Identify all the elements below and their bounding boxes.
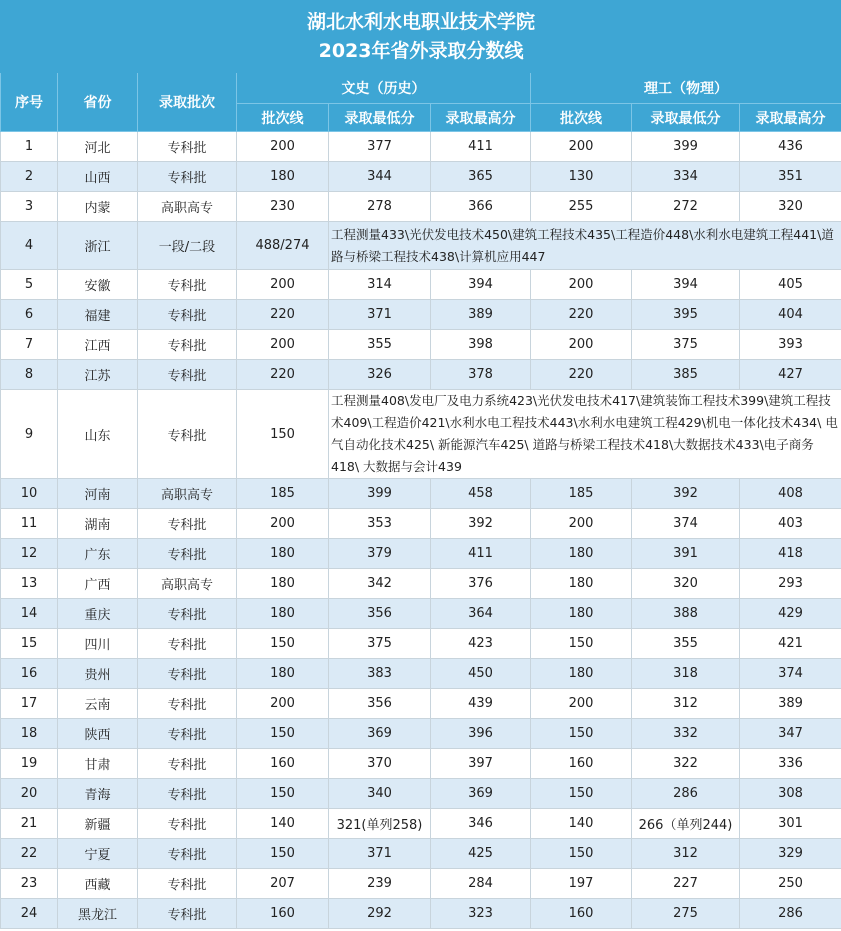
row-seq: 8 <box>1 360 58 390</box>
row-province: 江苏 <box>58 360 138 390</box>
row-liberal-max: 396 <box>431 719 531 749</box>
row-liberal-max: 346 <box>431 809 531 839</box>
row-batch: 专科批 <box>138 300 237 330</box>
row-science-max: 436 <box>740 132 841 162</box>
row-science-min: 312 <box>632 689 740 719</box>
table-row <box>1 509 841 539</box>
row-science-max: 374 <box>740 659 841 689</box>
header-row-1 <box>1 73 841 104</box>
row-liberal-max: 398 <box>431 330 531 360</box>
row-liberal-min: 278 <box>329 192 431 222</box>
row-province: 新疆 <box>58 809 138 839</box>
row-science-min: 395 <box>632 300 740 330</box>
header-science-line: 批次线 <box>531 104 632 132</box>
row-science-min: 227 <box>632 869 740 899</box>
row-liberal-line: 180 <box>237 599 329 629</box>
table-row <box>1 689 841 719</box>
row-seq: 22 <box>1 839 58 869</box>
row-liberal-min: 292 <box>329 899 431 929</box>
row-seq: 18 <box>1 719 58 749</box>
row-province: 内蒙 <box>58 192 138 222</box>
row-science-max: 301 <box>740 809 841 839</box>
row-liberal-max: 411 <box>431 132 531 162</box>
row-batch: 专科批 <box>138 270 237 300</box>
row-liberal-line: 180 <box>237 569 329 599</box>
row-seq: 5 <box>1 270 58 300</box>
row-seq: 19 <box>1 749 58 779</box>
row-science-min: 374 <box>632 509 740 539</box>
row-liberal-max: 450 <box>431 659 531 689</box>
row-liberal-max: 378 <box>431 360 531 390</box>
row-liberal-line: 220 <box>237 300 329 330</box>
row-liberal-min: 356 <box>329 599 431 629</box>
row-science-line: 200 <box>531 330 632 360</box>
row-batch: 专科批 <box>138 839 237 869</box>
row-liberal-line: 200 <box>237 509 329 539</box>
row-province: 重庆 <box>58 599 138 629</box>
row-science-max: 351 <box>740 162 841 192</box>
row-liberal-min: 371 <box>329 300 431 330</box>
row-liberal-min: 383 <box>329 659 431 689</box>
row-liberal-max: 284 <box>431 869 531 899</box>
header-seq: 序号 <box>1 73 58 132</box>
row-major-scores: 工程测量433\光伏发电技术450\建筑工程技术435\工程造价448\水利水电建筑工程441\道路与桥梁工程技术438\计算机应用447 <box>329 222 841 270</box>
row-batch: 专科批 <box>138 689 237 719</box>
row-liberal-line: 200 <box>237 270 329 300</box>
row-province: 安徽 <box>58 270 138 300</box>
row-liberal-min: 370 <box>329 749 431 779</box>
row-liberal-line: 150 <box>237 779 329 809</box>
table-row <box>1 899 841 929</box>
row-science-line: 220 <box>531 360 632 390</box>
table-row <box>1 629 841 659</box>
table-row <box>1 779 841 809</box>
row-seq: 11 <box>1 509 58 539</box>
row-science-max: 347 <box>740 719 841 749</box>
row-science-line: 197 <box>531 869 632 899</box>
row-science-min: 286 <box>632 779 740 809</box>
row-seq: 4 <box>1 222 58 270</box>
row-batch: 专科批 <box>138 629 237 659</box>
row-science-max: 329 <box>740 839 841 869</box>
row-liberal-min: 326 <box>329 360 431 390</box>
table-row <box>1 479 841 509</box>
row-science-max: 389 <box>740 689 841 719</box>
row-liberal-max: 411 <box>431 539 531 569</box>
row-liberal-line: 200 <box>237 330 329 360</box>
row-science-line: 160 <box>531 749 632 779</box>
row-province: 湖南 <box>58 509 138 539</box>
row-science-max: 336 <box>740 749 841 779</box>
row-liberal-line: 200 <box>237 132 329 162</box>
table-row <box>1 839 841 869</box>
row-province: 浙江 <box>58 222 138 270</box>
header-batch: 录取批次 <box>138 73 237 132</box>
row-science-max: 418 <box>740 539 841 569</box>
row-liberal-min: 239 <box>329 869 431 899</box>
row-batch: 专科批 <box>138 899 237 929</box>
row-liberal-line: 180 <box>237 659 329 689</box>
row-liberal-min: 314 <box>329 270 431 300</box>
row-liberal-max: 425 <box>431 839 531 869</box>
table-row <box>1 869 841 899</box>
row-liberal-min: 321(单列258) <box>329 809 431 839</box>
table-row <box>1 599 841 629</box>
row-liberal-min: 379 <box>329 539 431 569</box>
row-province: 江西 <box>58 330 138 360</box>
row-province: 青海 <box>58 779 138 809</box>
table-row <box>1 360 841 390</box>
row-science-max: 250 <box>740 869 841 899</box>
table-row <box>1 270 841 300</box>
row-science-line: 130 <box>531 162 632 192</box>
row-batch: 专科批 <box>138 869 237 899</box>
row-province: 西藏 <box>58 869 138 899</box>
row-province: 陕西 <box>58 719 138 749</box>
row-province: 四川 <box>58 629 138 659</box>
row-batch: 一段/二段 <box>138 222 237 270</box>
row-batch: 高职高专 <box>138 569 237 599</box>
row-province: 黑龙江 <box>58 899 138 929</box>
row-science-max: 320 <box>740 192 841 222</box>
table-body <box>1 132 841 929</box>
header-liberal-line: 批次线 <box>237 104 329 132</box>
row-batch: 专科批 <box>138 390 237 479</box>
row-seq: 23 <box>1 869 58 899</box>
row-liberal-max: 423 <box>431 629 531 659</box>
table-row <box>1 192 841 222</box>
row-province: 贵州 <box>58 659 138 689</box>
row-science-min: 334 <box>632 162 740 192</box>
table-row <box>1 539 841 569</box>
row-liberal-max: 389 <box>431 300 531 330</box>
row-science-min: 312 <box>632 839 740 869</box>
row-liberal-max: 458 <box>431 479 531 509</box>
row-liberal-min: 342 <box>329 569 431 599</box>
row-liberal-min: 371 <box>329 839 431 869</box>
row-liberal-line: 150 <box>237 839 329 869</box>
row-science-max: 393 <box>740 330 841 360</box>
row-liberal-max: 394 <box>431 270 531 300</box>
row-science-line: 160 <box>531 899 632 929</box>
row-liberal-min: 369 <box>329 719 431 749</box>
row-liberal-line: 160 <box>237 899 329 929</box>
row-science-line: 180 <box>531 539 632 569</box>
row-major-scores: 工程测量408\发电厂及电力系统423\光伏发电技术417\建筑装饰工程技术399\建筑工程技术409\工程造价421\水利水电工程技术443\水利水电建筑工程429\机电一体化技术434\ 电气自动化技术425\ 新能源汽车425\ 道路与桥梁工程技术418\大数据技术433\电子商务418\ 大数据与会计439 <box>329 390 841 479</box>
table-row <box>1 659 841 689</box>
row-science-max: 308 <box>740 779 841 809</box>
row-science-min: 391 <box>632 539 740 569</box>
row-seq: 1 <box>1 132 58 162</box>
row-province: 河北 <box>58 132 138 162</box>
header-science-min: 录取最低分 <box>632 104 740 132</box>
row-seq: 12 <box>1 539 58 569</box>
header-science-max: 录取最高分 <box>740 104 841 132</box>
row-science-min: 392 <box>632 479 740 509</box>
row-science-min: 322 <box>632 749 740 779</box>
row-science-min: 355 <box>632 629 740 659</box>
row-liberal-max: 365 <box>431 162 531 192</box>
row-science-line: 150 <box>531 779 632 809</box>
row-seq: 6 <box>1 300 58 330</box>
row-liberal-line: 150 <box>237 390 329 479</box>
row-liberal-min: 356 <box>329 689 431 719</box>
row-science-line: 140 <box>531 809 632 839</box>
row-seq: 9 <box>1 390 58 479</box>
header-province: 省份 <box>58 73 138 132</box>
row-science-min: 385 <box>632 360 740 390</box>
row-batch: 高职高专 <box>138 479 237 509</box>
row-liberal-max: 366 <box>431 192 531 222</box>
row-liberal-line: 185 <box>237 479 329 509</box>
row-liberal-max: 392 <box>431 509 531 539</box>
row-province: 山西 <box>58 162 138 192</box>
table-row <box>1 300 841 330</box>
row-liberal-max: 323 <box>431 899 531 929</box>
header-science: 理工（物理） <box>531 73 841 104</box>
row-province: 甘肃 <box>58 749 138 779</box>
row-province: 河南 <box>58 479 138 509</box>
row-seq: 10 <box>1 479 58 509</box>
row-liberal-min: 355 <box>329 330 431 360</box>
row-science-line: 180 <box>531 569 632 599</box>
row-liberal-min: 377 <box>329 132 431 162</box>
row-science-line: 220 <box>531 300 632 330</box>
row-science-min: 272 <box>632 192 740 222</box>
row-liberal-min: 344 <box>329 162 431 192</box>
row-liberal-min: 399 <box>329 479 431 509</box>
row-batch: 专科批 <box>138 330 237 360</box>
row-science-min: 388 <box>632 599 740 629</box>
row-science-max: 408 <box>740 479 841 509</box>
title-row <box>1 1 841 73</box>
row-liberal-min: 375 <box>329 629 431 659</box>
row-batch: 专科批 <box>138 539 237 569</box>
row-science-min: 320 <box>632 569 740 599</box>
row-seq: 3 <box>1 192 58 222</box>
row-seq: 15 <box>1 629 58 659</box>
row-science-min: 318 <box>632 659 740 689</box>
row-batch: 专科批 <box>138 779 237 809</box>
row-liberal-max: 364 <box>431 599 531 629</box>
row-province: 宁夏 <box>58 839 138 869</box>
row-science-max: 403 <box>740 509 841 539</box>
header-liberal-max: 录取最高分 <box>431 104 531 132</box>
row-science-line: 185 <box>531 479 632 509</box>
row-seq: 14 <box>1 599 58 629</box>
title-line-subtitle: 2023年省外录取分数线 <box>318 39 524 62</box>
row-batch: 专科批 <box>138 749 237 779</box>
row-liberal-line: 180 <box>237 162 329 192</box>
row-batch: 专科批 <box>138 509 237 539</box>
row-liberal-line: 488/274 <box>237 222 329 270</box>
row-science-line: 200 <box>531 689 632 719</box>
row-science-min: 394 <box>632 270 740 300</box>
row-liberal-max: 376 <box>431 569 531 599</box>
header-liberal: 文史（历史） <box>237 73 531 104</box>
row-science-line: 200 <box>531 509 632 539</box>
row-seq: 24 <box>1 899 58 929</box>
row-liberal-line: 200 <box>237 689 329 719</box>
row-liberal-line: 207 <box>237 869 329 899</box>
row-seq: 13 <box>1 569 58 599</box>
row-liberal-line: 160 <box>237 749 329 779</box>
row-province: 福建 <box>58 300 138 330</box>
row-seq: 7 <box>1 330 58 360</box>
table-row <box>1 162 841 192</box>
row-batch: 高职高专 <box>138 192 237 222</box>
row-science-line: 255 <box>531 192 632 222</box>
row-batch: 专科批 <box>138 360 237 390</box>
row-science-line: 150 <box>531 839 632 869</box>
row-liberal-max: 397 <box>431 749 531 779</box>
row-science-line: 200 <box>531 270 632 300</box>
row-liberal-max: 439 <box>431 689 531 719</box>
row-liberal-line: 220 <box>237 360 329 390</box>
row-science-min: 332 <box>632 719 740 749</box>
row-science-max: 421 <box>740 629 841 659</box>
row-science-max: 293 <box>740 569 841 599</box>
row-science-min: 375 <box>632 330 740 360</box>
row-seq: 17 <box>1 689 58 719</box>
row-batch: 专科批 <box>138 132 237 162</box>
row-liberal-min: 353 <box>329 509 431 539</box>
row-science-line: 180 <box>531 599 632 629</box>
row-batch: 专科批 <box>138 809 237 839</box>
row-science-max: 404 <box>740 300 841 330</box>
table-row <box>1 809 841 839</box>
row-liberal-line: 180 <box>237 539 329 569</box>
row-batch: 专科批 <box>138 659 237 689</box>
row-province: 广西 <box>58 569 138 599</box>
table-row <box>1 749 841 779</box>
title-line-school: 湖北水利水电职业技术学院 <box>307 10 536 33</box>
row-science-line: 150 <box>531 719 632 749</box>
row-liberal-min: 340 <box>329 779 431 809</box>
row-batch: 专科批 <box>138 719 237 749</box>
row-science-max: 405 <box>740 270 841 300</box>
header-liberal-min: 录取最低分 <box>329 104 431 132</box>
table-row <box>1 719 841 749</box>
row-science-line: 200 <box>531 132 632 162</box>
row-science-min: 266（单列244) <box>632 809 740 839</box>
row-liberal-line: 150 <box>237 629 329 659</box>
table-row <box>1 390 841 479</box>
row-seq: 21 <box>1 809 58 839</box>
row-science-max: 429 <box>740 599 841 629</box>
row-science-line: 180 <box>531 659 632 689</box>
table-row <box>1 330 841 360</box>
row-liberal-line: 140 <box>237 809 329 839</box>
row-science-max: 427 <box>740 360 841 390</box>
row-batch: 专科批 <box>138 599 237 629</box>
row-batch: 专科批 <box>138 162 237 192</box>
row-seq: 2 <box>1 162 58 192</box>
table-row <box>1 132 841 162</box>
row-province: 广东 <box>58 539 138 569</box>
row-seq: 20 <box>1 779 58 809</box>
row-province: 山东 <box>58 390 138 479</box>
row-liberal-max: 369 <box>431 779 531 809</box>
table-row <box>1 222 841 270</box>
table-row <box>1 569 841 599</box>
row-liberal-line: 150 <box>237 719 329 749</box>
row-seq: 16 <box>1 659 58 689</box>
table-title <box>1 1 841 73</box>
row-science-line: 150 <box>531 629 632 659</box>
row-liberal-line: 230 <box>237 192 329 222</box>
row-science-min: 275 <box>632 899 740 929</box>
row-province: 云南 <box>58 689 138 719</box>
row-science-max: 286 <box>740 899 841 929</box>
row-science-min: 399 <box>632 132 740 162</box>
